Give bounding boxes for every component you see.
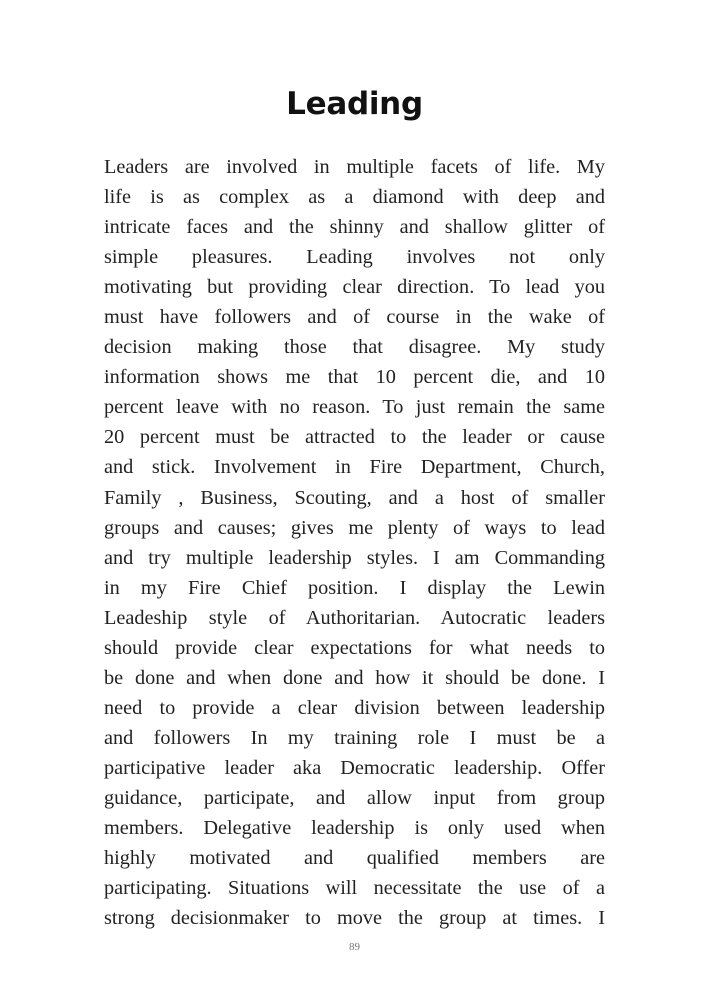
body-line: and stick. Involvement in Fire Department, Church,	[104, 456, 605, 479]
body-line: 20 percent must be attracted to the leader or cause	[104, 426, 605, 449]
page-number: 89	[349, 941, 360, 953]
body-line: decision making those that disagree. My study	[104, 336, 605, 359]
body-line: Family , Business, Scouting, and a host of smaller	[104, 486, 605, 509]
body-line: participative leader aka Democratic leadership. Offer	[104, 756, 605, 779]
body-line: groups and causes; gives me plenty of ways to lead	[104, 516, 605, 539]
body-line: Leaders are involved in multiple facets of life. My	[104, 156, 605, 178]
body-line: information shows me that 10 percent die, and 10	[104, 366, 605, 389]
body-text	[104, 152, 605, 933]
body-line: should provide clear expectations for what needs to	[104, 636, 605, 659]
page-title: Leading	[286, 86, 423, 122]
body-line: and followers In my training role I must be a	[104, 726, 605, 749]
body-line: percent leave with no reason. To just remain the same	[104, 396, 605, 419]
body-line: intricate faces and the shinny and shallow glitter of	[104, 216, 605, 239]
body-line: need to provide a clear division between leadership	[104, 696, 605, 719]
body-line: motivating but providing clear direction. To lead you	[104, 276, 605, 299]
body-line: be done and when done and how it should be done. I	[104, 666, 605, 689]
body-line: members. Delegative leadership is only used when	[104, 817, 605, 840]
body-line: highly motivated and qualified members are	[104, 847, 605, 870]
body-line: must have followers and of course in the wake of	[104, 306, 605, 329]
body-line: Leadeship style of Authoritarian. Autocratic leaders	[104, 606, 605, 629]
body-line: simple pleasures. Leading involves not only	[104, 246, 605, 269]
body-line: strong decisionmaker to move the group at times. I	[104, 907, 605, 930]
body-line: and try multiple leadership styles. I am Commanding	[104, 546, 605, 569]
body-line: in my Fire Chief position. I display the Lewin	[104, 576, 605, 599]
body-line: participating. Situations will necessitate the use of a	[104, 877, 605, 900]
body-line: guidance, participate, and allow input from group	[104, 786, 605, 809]
body-line: life is as complex as a diamond with deep and	[104, 186, 605, 209]
